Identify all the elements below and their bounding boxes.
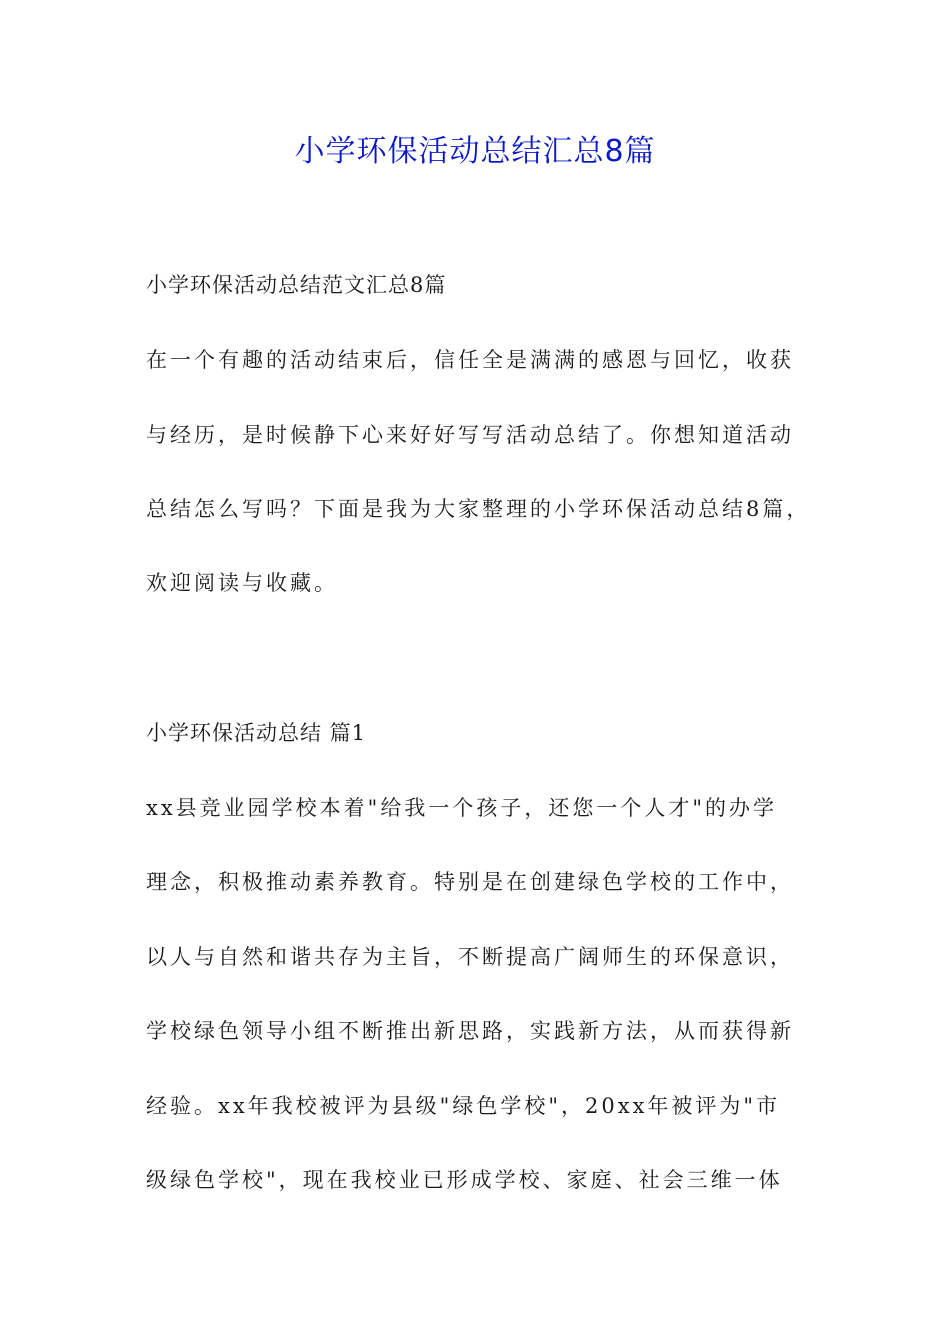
intro-line-4: 欢迎阅读与收藏。 [146,571,338,595]
document-title: 小学环保活动总结汇总8篇 [294,134,656,169]
section1-line-4: 学校绿色领导小组不断推出新思路，实践新方法，从而获得新 [146,1019,794,1043]
intro-line-2: 与经历，是时候静下心来好好写写活动总结了。你想知道活动 [146,423,794,447]
document-subtitle: 小学环保活动总结范文汇总8篇 [146,273,447,297]
section1-line-1: xx县竞业园学校本着"给我一个孩子，还您一个人才"的办学 [146,796,778,820]
section1-line-2: 理念，积极推动素养教育。特别是在创建绿色学校的工作中， [146,870,794,894]
section1-heading: 小学环保活动总结 篇1 [146,721,367,745]
section1-line-6: 级绿色学校"，现在我校业已形成学校、家庭、社会三维一体 [146,1168,783,1192]
intro-line-3: 总结怎么写吗？下面是我为大家整理的小学环保活动总结8篇， [146,497,811,521]
section1-line-5: 经验。xx年我校被评为县级"绿色学校"，20xx年被评为"市 [146,1094,781,1118]
section1-line-3: 以人与自然和谐共存为主旨，不断提高广阔师生的环保意识， [146,945,794,969]
intro-line-1: 在一个有趣的活动结束后，信任全是满满的感恩与回忆，收获 [146,348,794,372]
